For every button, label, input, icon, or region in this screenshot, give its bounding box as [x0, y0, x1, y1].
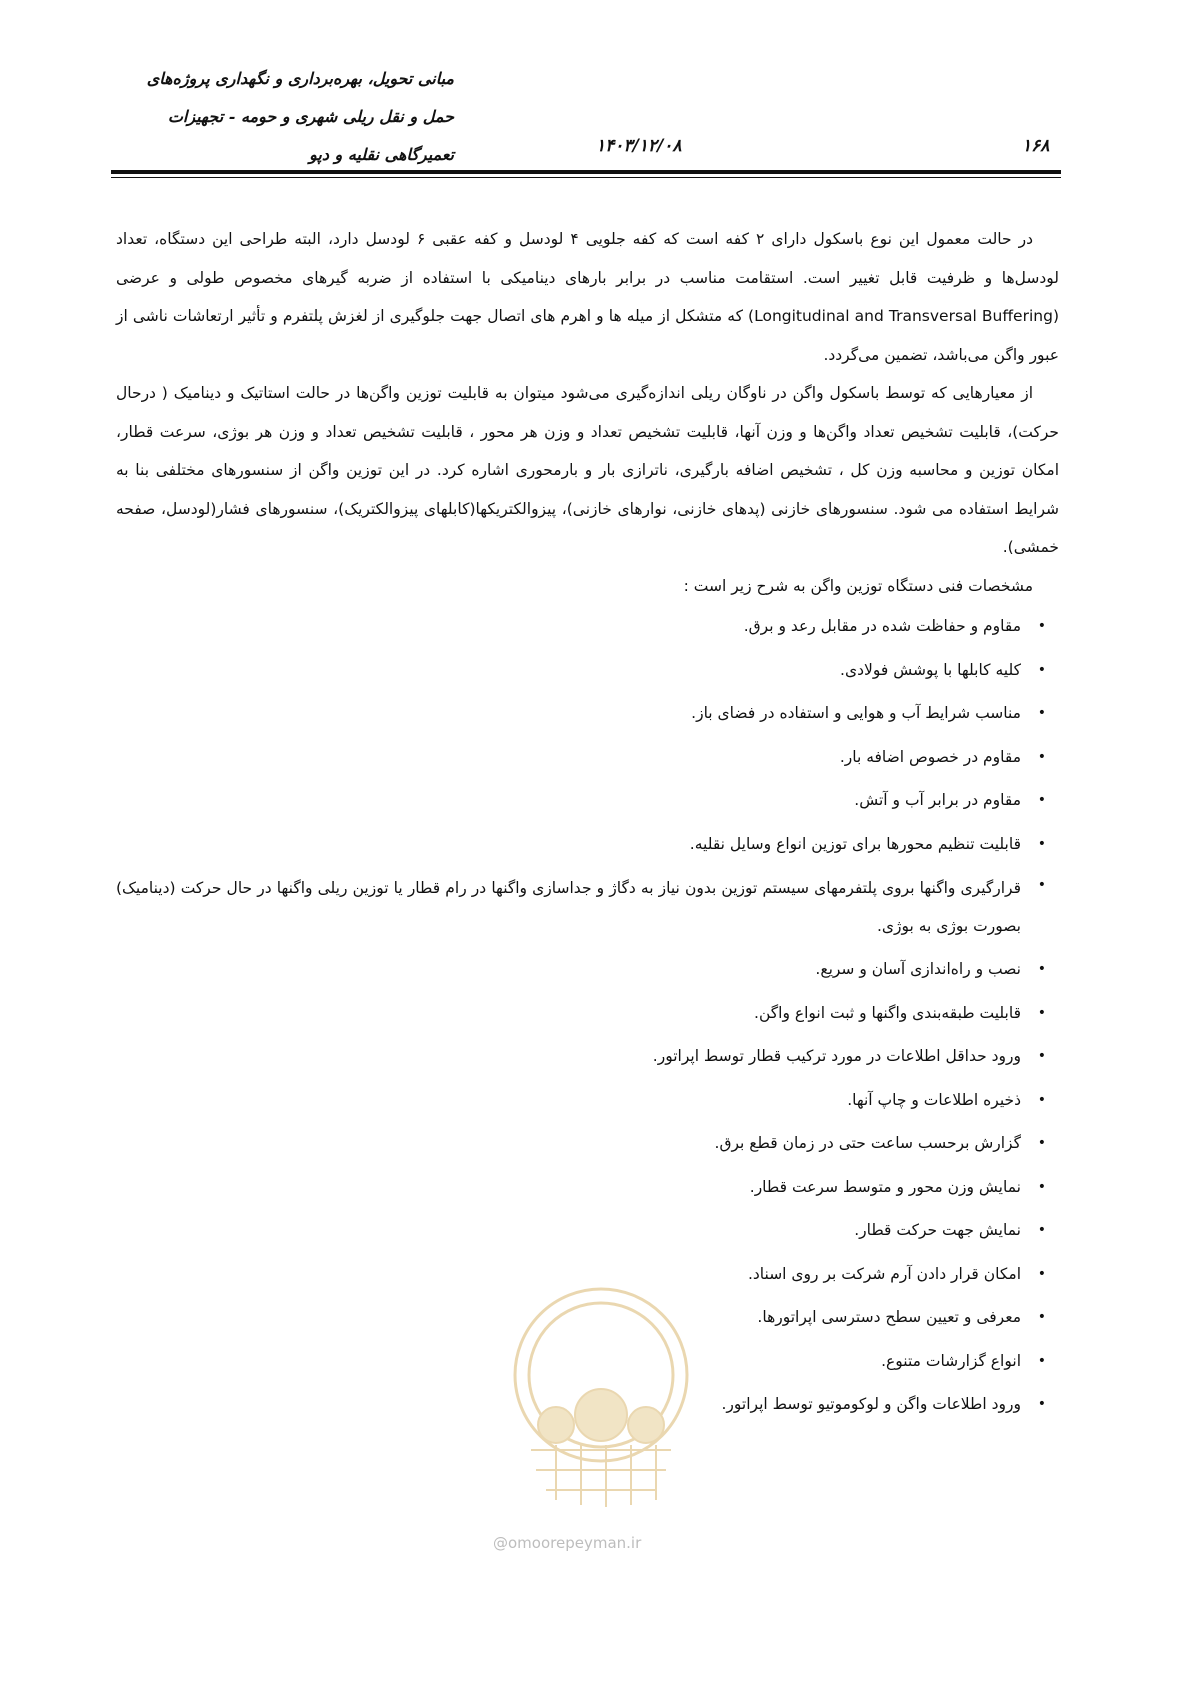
document-body	[116, 220, 1059, 1427]
header-date: ۱۴۰۳/۱۲/۰۸	[596, 136, 682, 156]
spec-item	[116, 692, 1059, 736]
bullet-icon: •	[1037, 1048, 1046, 1064]
bullet-icon: •	[1037, 618, 1046, 634]
spec-item	[116, 779, 1059, 823]
bullet-icon: •	[1037, 1004, 1046, 1021]
spec-item-text: انواع گزارشات متنوع.	[881, 1351, 1021, 1370]
bullet-icon: •	[1037, 1091, 1046, 1108]
spec-item-text: مقاوم در برابر آب و آتش.	[854, 791, 1021, 809]
header-rule-thin	[111, 177, 1061, 178]
spec-item	[116, 1079, 1059, 1123]
bullet-icon: •	[1037, 961, 1046, 977]
bullet-icon: •	[1037, 1265, 1046, 1282]
spec-item-text: کلیه کابلها با پوشش فولادی.	[840, 660, 1021, 679]
bullet-icon: •	[1037, 1178, 1046, 1195]
header-title-line-3: تعمیرگاهی نقلیه و دپو	[309, 145, 454, 164]
spec-item	[116, 1166, 1059, 1210]
spec-intro: مشخصات فنی دستگاه توزین واگن به شرح زیر است :	[683, 576, 1033, 595]
spec-item-text: نمایش جهت حرکت قطار.	[854, 1221, 1021, 1239]
spec-item	[116, 823, 1059, 867]
spec-item	[116, 1209, 1059, 1253]
spec-item	[116, 992, 1059, 1036]
bullet-icon: •	[1037, 705, 1046, 721]
page-number: ۱۶۸	[1022, 136, 1050, 156]
spec-item-text: ذخیره اطلاعات و چاپ آنها.	[847, 1090, 1021, 1109]
spec-item	[116, 736, 1059, 780]
watermark-site: @omoorepeyman.ir	[493, 1534, 642, 1552]
bullet-icon: •	[1037, 835, 1046, 852]
spec-item	[116, 1340, 1059, 1384]
spec-item	[116, 1253, 1059, 1297]
spec-item-text: مقاوم و حفاظت شده در مقابل رعد و برق.	[743, 617, 1021, 635]
spec-item-text: مناسب شرایط آب و هوایی و استفاده در فضای باز.	[691, 704, 1021, 722]
bullet-icon: •	[1037, 1135, 1046, 1151]
bullet-icon: •	[1037, 792, 1046, 808]
spec-item-text: معرفی و تعیین سطح دسترسی اپراتورها.	[757, 1308, 1021, 1326]
spec-item-text: نمایش وزن محور و متوسط سرعت قطار.	[749, 1177, 1021, 1196]
spec-item	[116, 605, 1059, 649]
header-title	[74, 60, 454, 174]
bullet-icon: •	[1037, 1222, 1046, 1238]
header-title-line-1: مبانی تحویل، بهره‌برداری و نگهداری پروژه‌های	[146, 69, 454, 88]
paragraph-2: از معیارهایی که توسط باسکول واگن در ناوگان ریلی اندازه‌گیری می‌شود میتوان به قابلیت توزین واگن‌ها در حالت استاتیک و دینامیک ( درحال حرکت)، قابلیت تشخیص تعداد واگن‌ها و وزن آنها، قابلیت تشخیص تعداد و وزن هر محور ، قابلیت تشخیص تعداد و وزن هر بوژی، سرعت قطار، امکان توزین و محاسبه وزن کل ، تشخیص اضافه بارگیری، ناترازی بار و بارمحوری اشاره کرد. در این توزین واگن از سنسورهای مختلفی بنا به شرایط استفاده می شود. سنسورهای خازنی (پدهای خازنی، نوارهای خازنی)، پیزوالکتریکها(کابلهای پیزوالکتریک)، سنسورهای فشار(لودسل، صفحه خمشی).	[116, 384, 1059, 556]
header-rule-thick	[111, 170, 1061, 174]
bullet-icon: •	[1037, 1309, 1046, 1325]
bullet-icon: •	[1037, 877, 1046, 893]
spec-item	[116, 1035, 1059, 1079]
spec-item-text: گزارش برحسب ساعت حتی در زمان قطع برق.	[714, 1134, 1021, 1152]
spec-item	[116, 1383, 1059, 1427]
spec-item	[116, 866, 1059, 948]
spec-item	[116, 1122, 1059, 1166]
bullet-icon: •	[1037, 661, 1046, 678]
spec-item	[116, 1296, 1059, 1340]
spec-list	[116, 605, 1059, 1427]
spec-item-text: مقاوم در خصوص اضافه بار.	[839, 747, 1021, 766]
spec-item	[116, 649, 1059, 693]
spec-item-text: ورود اطلاعات واگن و لوکوموتیو توسط اپراتور.	[721, 1395, 1021, 1413]
spec-item-text: قابلیت طبقه‌بندی واگنها و ثبت انواع واگن.	[754, 1003, 1021, 1022]
spec-item-text: امکان قرار دادن آرم شرکت بر روی اسناد.	[747, 1264, 1021, 1283]
spec-item-text: قرارگیری واگنها بروی پلتفرمهای سیستم توزین بدون نیاز به دگاژ و جداسازی واگنها در رام قطار یا توزین ریلی واگنها در حال حرکت (دینامیک) بصورت بوژی به بوژی.	[116, 879, 1021, 935]
spec-item-text: ورود حداقل اطلاعات در مورد ترکیب قطار توسط اپراتور.	[652, 1047, 1021, 1065]
header-title-line-2: حمل و نقل ریلی شهری و حومه - تجهیزات	[167, 107, 454, 126]
bullet-icon: •	[1037, 1396, 1046, 1412]
bullet-icon: •	[1037, 1352, 1046, 1369]
spec-item-text: نصب و راه‌اندازی آسان و سریع.	[815, 960, 1021, 978]
spec-item	[116, 948, 1059, 992]
paragraph-1: در حالت معمول این نوع باسکول دارای ۲ کفه است که کفه جلویی ۴ لودسل و کفه عقبی ۶ لودسل دارد، البته طراحی این دستگاه، تعداد لودسل‌ها و ظرفیت قابل تغییر است. استقامت مناسب در برابر بارهای دینامیکی با استفاده از ضربه گیرهای مخصوص طولی و عرضی (Longitudinal and Transversal Buffering) که متشکل از میله ها و اهرم های اتصال جهت جلوگیری از لغزش پلتفرم و تأثیر ارتعاشات ناشی از عبور واگن می‌باشد، تضمین می‌گردد.	[116, 230, 1059, 364]
spec-item-text: قابلیت تنظیم محورها برای توزین انواع وسایل نقلیه.	[689, 834, 1021, 853]
bullet-icon: •	[1037, 748, 1046, 765]
